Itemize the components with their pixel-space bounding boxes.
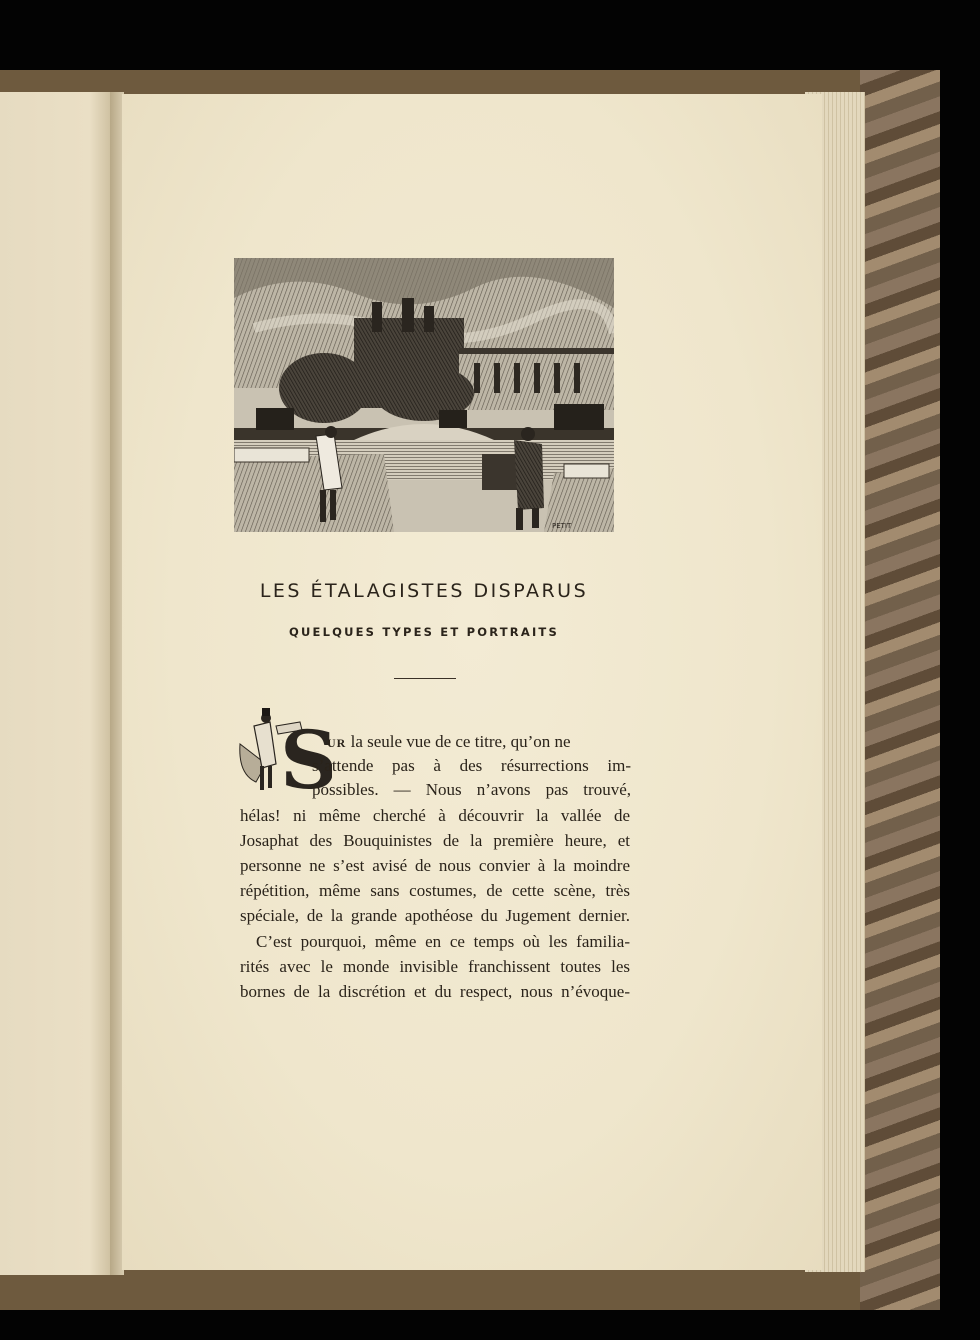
engraving-image [234,258,614,532]
page-subtitle: QUELQUES TYPES ET PORTRAITS [289,625,559,639]
text-line-8: spéciale, de la grande apothéose du Jugement dernier. [240,906,630,925]
text-line-7: répétition, même sans costumes, de cette scène, très [240,881,630,900]
engraver-signature: PETIT [552,522,572,530]
left-page [0,92,112,1275]
text-line-6: personne ne s’est avisé de nous convier à la moindre [240,856,630,875]
text-line-4: hélas! ni même cherché à découvrir la vallée de [240,806,630,825]
text-line-2: s’attende pas à des résurrections im- [312,756,631,775]
illustration [234,258,614,532]
lead-smallcaps: UR [327,736,347,750]
divider-rule [394,678,456,679]
text-line-9: C’est pourquoi, même en ce temps où les familia- [256,932,630,951]
text-line-10: rités avec le monde invisible franchissent toutes les [240,957,630,976]
line-text: la seule vue de ce titre, qu’on ne [346,732,571,751]
drop-cap-letter: S [280,713,332,794]
marbled-edge [860,70,940,1310]
text-line-5: Josaphat des Bouquinistes de la première heure, et [240,831,630,850]
text-line-11: bornes de la discrétion et du respect, nous n’évoque- [240,982,630,1001]
page-title: LES ÉTALAGISTES DISPARUS [259,580,589,602]
text-line-3: possibles. — Nous n’avons pas trouvé, [312,780,631,799]
text-line-1 [327,732,571,752]
